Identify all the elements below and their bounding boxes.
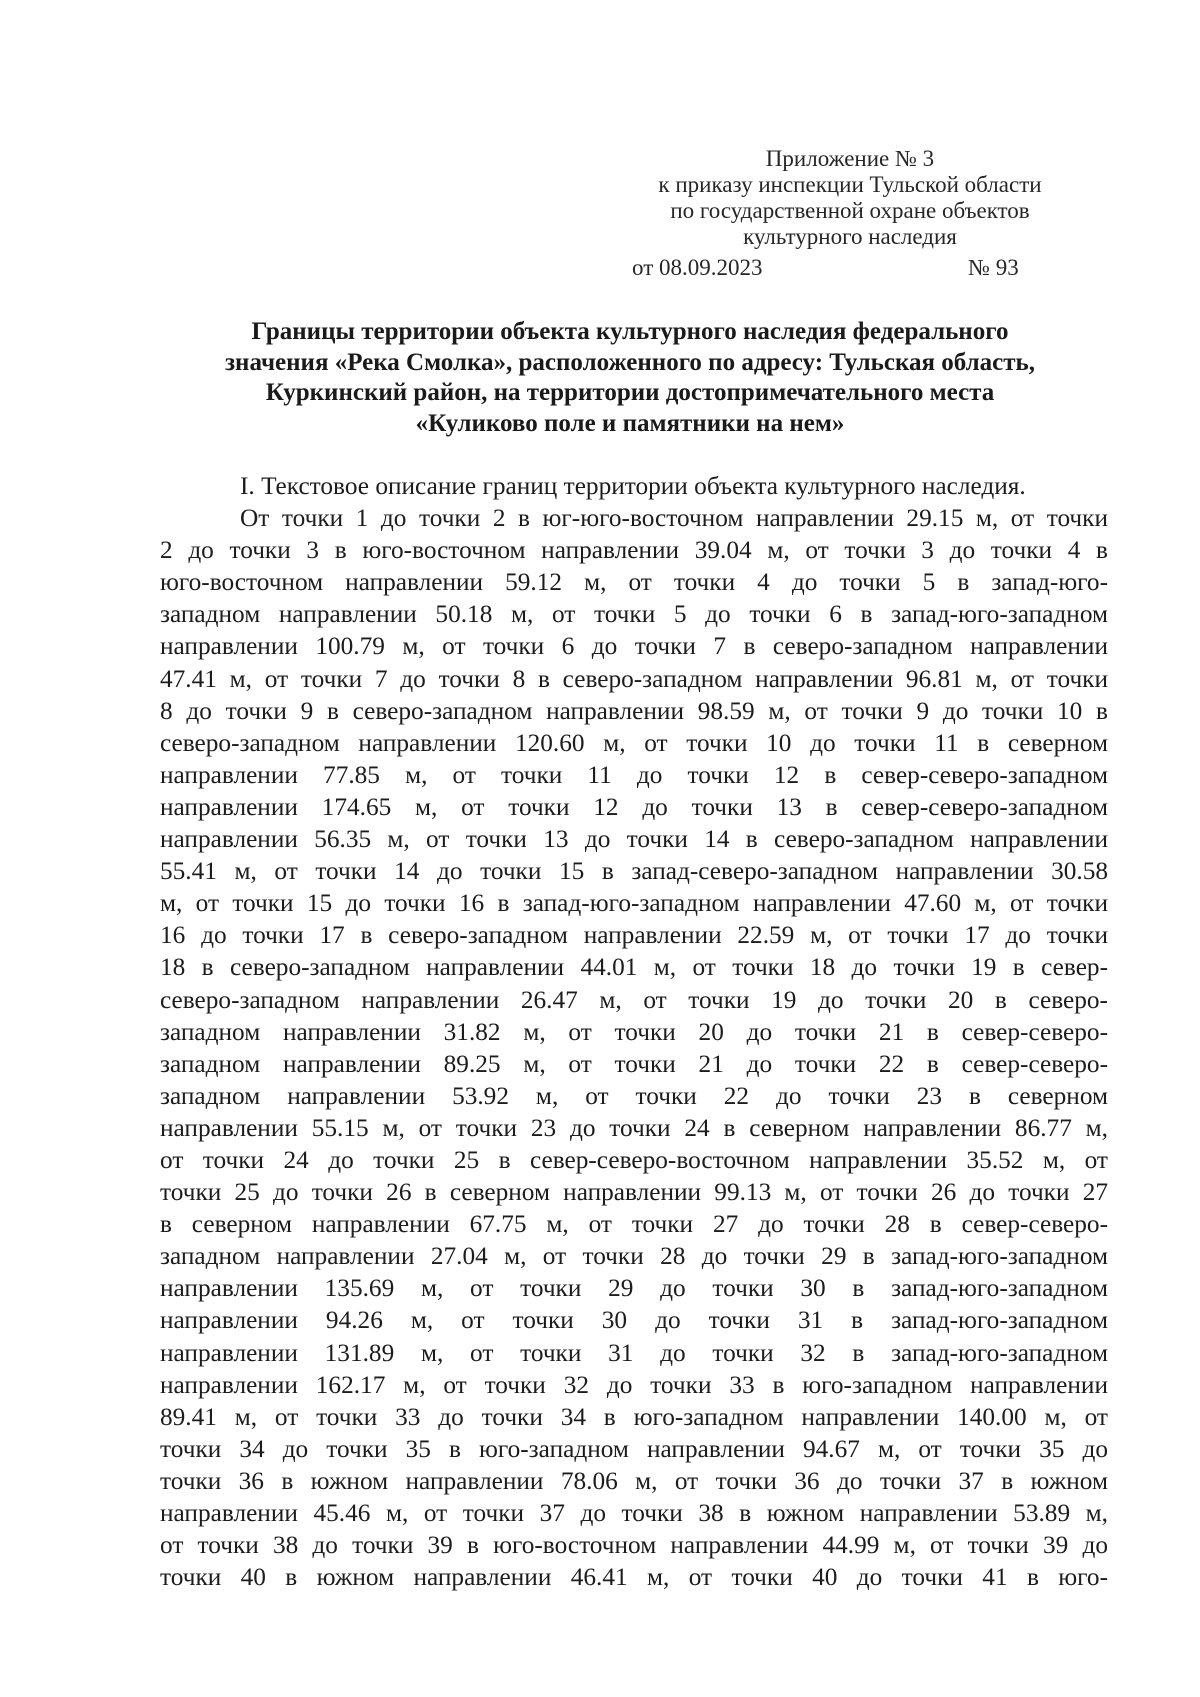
paragraph-line: м, от точки 15 до точки 16 в запад-юго-западном направлении 47.60 м, от точки	[160, 889, 1108, 918]
paragraph-line: 55.41 м, от точки 14 до точки 15 в запад-северо-западном направлении 30.58	[160, 857, 1108, 886]
document-title	[160, 317, 1100, 439]
paragraph-line: северо-западном направлении 26.47 м, от точки 19 до точки 20 в северо-	[160, 985, 1108, 1014]
paragraph-line: западном направлении 27.04 м, от точки 28 до точки 29 в запад-юго-западном	[160, 1242, 1108, 1271]
boundary-paragraph	[160, 502, 1108, 1593]
paragraph-line: направлении 56.35 м, от точки 13 до точки 14 в северо-западном направлении	[160, 825, 1108, 854]
title-line: «Куликово поле и памятники на нем»	[415, 409, 845, 437]
paragraph-line: 16 до точки 17 в северо-западном направлении 22.59 м, от точки 17 до точки	[160, 921, 1108, 950]
paragraph-line: от точки 38 до точки 39 в юго-восточном направлении 44.99 м, от точки 39 до	[160, 1531, 1108, 1560]
appendix-line: культурного наследия	[743, 224, 957, 249]
paragraph-line: 8 до точки 9 в северо-западном направлении 98.59 м, от точки 9 до точки 10 в	[160, 696, 1108, 725]
paragraph-line: точки 36 в южном направлении 78.06 м, от точки 36 до точки 37 в южном	[160, 1466, 1108, 1495]
paragraph-line: направлении 162.17 м, от точки 32 до точки 33 в юго-западном направлении	[160, 1370, 1108, 1399]
paragraph-line: от точки 24 до точки 25 в север-северо-восточном направлении 35.52 м, от	[160, 1145, 1108, 1174]
title-line: значения «Река Смолка», расположенного по адресу: Тульская область,	[225, 348, 1035, 376]
paragraph-line: 2 до точки 3 в юго-восточном направлении 39.04 м, от точки 3 до точки 4 в	[160, 536, 1108, 565]
paragraph-line: юго-восточном направлении 59.12 м, от точки 4 до точки 5 в запад-юго-	[160, 568, 1108, 597]
paragraph-line: направлении 55.15 м, от точки 23 до точки 24 в северном направлении 86.77 м,	[160, 1113, 1108, 1142]
title-line: Куркинский район, на территории достопримечательного места	[265, 379, 995, 406]
paragraph-line: западном направлении 31.82 м, от точки 20 до точки 21 в север-северо-	[160, 1017, 1108, 1046]
paragraph-line: От точки 1 до точки 2 в юг-юго-восточном направлении 29.15 м, от точки	[240, 504, 1108, 533]
order-date: от 08.09.2023	[632, 255, 763, 280]
appendix-line: Приложение № 3	[765, 146, 935, 171]
title-line: Границы территории объекта культурного наследия федерального	[251, 318, 1009, 345]
order-number: № 93	[968, 255, 1019, 280]
paragraph-line: 47.41 м, от точки 7 до точки 8 в северо-западном направлении 96.81 м, от точки	[160, 664, 1108, 693]
paragraph-line: 89.41 м, от точки 33 до точки 34 в юго-западном направлении 140.00 м, от	[160, 1402, 1108, 1431]
section-heading: I. Текстовое описание границ территории объекта культурного наследия.	[240, 472, 1026, 500]
paragraph-line: направлении 77.85 м, от точки 11 до точки 12 в север-северо-западном	[160, 760, 1108, 789]
appendix-block	[600, 146, 1100, 250]
paragraph-line: точки 40 в южном направлении 46.41 м, от точки 40 до точки 41 в юго-	[160, 1563, 1108, 1592]
paragraph-line: 18 в северо-западном направлении 44.01 м, от точки 18 до точки 19 в север-	[160, 953, 1108, 982]
paragraph-line: направлении 131.89 м, от точки 31 до точки 32 в запад-юго-западном	[160, 1338, 1108, 1367]
paragraph-line: западном направлении 89.25 м, от точки 21 до точки 22 в север-северо-	[160, 1049, 1108, 1078]
paragraph-line: точки 25 до точки 26 в северном направлении 99.13 м, от точки 26 до точки 27	[160, 1178, 1108, 1207]
paragraph-line: направлении 135.69 м, от точки 29 до точки 30 в запад-юго-западном	[160, 1274, 1108, 1303]
paragraph-line: в северном направлении 67.75 м, от точки 27 до точки 28 в север-северо-	[160, 1210, 1108, 1239]
paragraph-line: западном направлении 50.18 м, от точки 5 до точки 6 в запад-юго-западном	[160, 600, 1108, 629]
paragraph-line: направлении 94.26 м, от точки 30 до точки 31 в запад-юго-западном	[160, 1306, 1108, 1335]
paragraph-line: направлении 45.46 м, от точки 37 до точки 38 в южном направлении 53.89 м,	[160, 1499, 1108, 1527]
appendix-line: по государственной охране объектов	[670, 198, 1030, 223]
paragraph-line: северо-западном направлении 120.60 м, от точки 10 до точки 11 в северном	[160, 728, 1108, 757]
boundary-description	[160, 470, 1108, 1593]
paragraph-line: направлении 174.65 м, от точки 12 до точки 13 в север-северо-западном	[160, 792, 1108, 821]
paragraph-line: точки 34 до точки 35 в юго-западном направлении 94.67 м, от точки 35 до	[160, 1434, 1108, 1463]
appendix-line: к приказу инспекции Тульской области	[658, 172, 1042, 197]
paragraph-line: направлении 100.79 м, от точки 6 до точки 7 в северо-западном направлении	[160, 632, 1108, 661]
paragraph-line: западном направлении 53.92 м, от точки 22 до точки 23 в северном	[160, 1081, 1108, 1110]
